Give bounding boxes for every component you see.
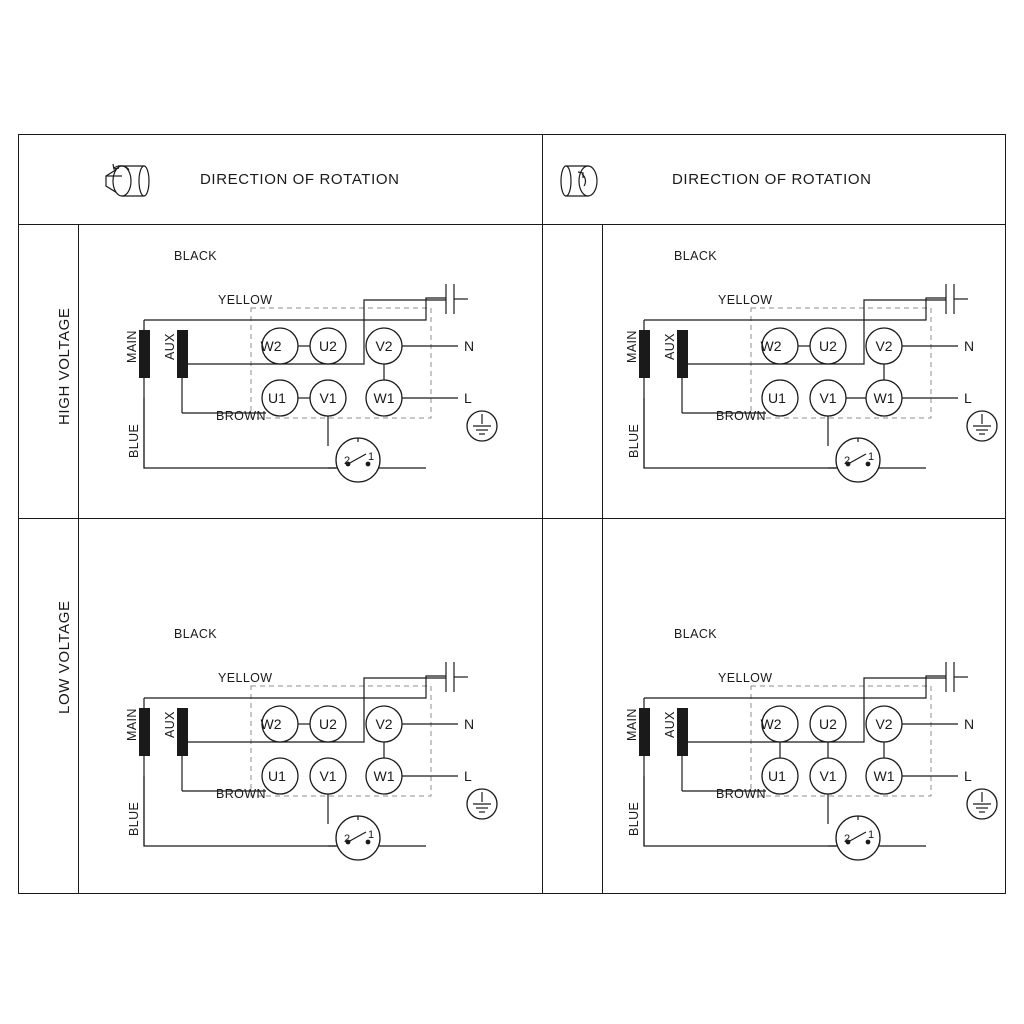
svg-text:1: 1: [368, 451, 375, 463]
svg-text:YELLOW: YELLOW: [718, 293, 773, 307]
svg-text:V1: V1: [319, 390, 337, 406]
svg-text:W1: W1: [373, 390, 395, 406]
svg-text:U2: U2: [819, 716, 837, 732]
svg-text:MAIN: MAIN: [125, 708, 139, 741]
earth-ground-icon: [467, 411, 497, 441]
svg-text:L: L: [464, 768, 472, 784]
motor-shaft-ccw-icon: [92, 152, 162, 213]
svg-text:BLUE: BLUE: [627, 423, 641, 458]
svg-text:N: N: [964, 338, 975, 354]
svg-text:W1: W1: [873, 768, 895, 784]
svg-text:U1: U1: [768, 390, 786, 406]
svg-text:U2: U2: [819, 338, 837, 354]
svg-text:V2: V2: [875, 716, 893, 732]
header-label-right: DIRECTION OF ROTATION: [672, 171, 872, 188]
svg-text:2: 2: [844, 455, 851, 467]
svg-text:BROWN: BROWN: [716, 787, 766, 801]
svg-text:AUX: AUX: [663, 711, 677, 738]
svg-text:BLACK: BLACK: [674, 249, 717, 263]
svg-text:YELLOW: YELLOW: [218, 671, 273, 685]
svg-text:N: N: [464, 716, 475, 732]
svg-text:MAIN: MAIN: [125, 330, 139, 363]
svg-text:BROWN: BROWN: [216, 409, 266, 423]
earth-ground-icon: [967, 789, 997, 819]
svg-text:V1: V1: [319, 768, 337, 784]
earth-ground-icon: [967, 411, 997, 441]
svg-text:BLACK: BLACK: [174, 249, 217, 263]
svg-text:BROWN: BROWN: [716, 409, 766, 423]
svg-text:AUX: AUX: [163, 333, 177, 360]
row-label-high-voltage: HIGH VOLTAGE: [56, 307, 73, 425]
svg-text:AUX: AUX: [163, 711, 177, 738]
earth-ground-icon: [467, 789, 497, 819]
svg-text:BLACK: BLACK: [174, 627, 217, 641]
svg-text:W1: W1: [873, 390, 895, 406]
svg-text:2: 2: [344, 833, 351, 845]
svg-text:U1: U1: [268, 390, 286, 406]
svg-text:U1: U1: [268, 768, 286, 784]
diagram-low-voltage-cw: [596, 616, 1016, 886]
svg-text:U2: U2: [319, 716, 337, 732]
svg-text:1: 1: [868, 451, 875, 463]
svg-text:N: N: [964, 716, 975, 732]
diagram-low-voltage-ccw: [96, 616, 516, 886]
svg-text:V1: V1: [819, 390, 837, 406]
table-row-divider: [18, 518, 1006, 519]
svg-text:W1: W1: [373, 768, 395, 784]
table-vertical-divider: [542, 134, 543, 894]
svg-text:W2: W2: [760, 716, 782, 732]
svg-text:AUX: AUX: [663, 333, 677, 360]
svg-text:L: L: [464, 390, 472, 406]
svg-text:BLACK: BLACK: [674, 627, 717, 641]
svg-text:W2: W2: [260, 716, 282, 732]
svg-text:W2: W2: [260, 338, 282, 354]
motor-shaft-cw-icon: [552, 152, 622, 213]
svg-text:YELLOW: YELLOW: [718, 671, 773, 685]
svg-text:L: L: [964, 768, 972, 784]
svg-text:V1: V1: [819, 768, 837, 784]
diagram-high-voltage-cw: [596, 238, 1016, 508]
svg-text:2: 2: [344, 455, 351, 467]
table-header-divider: [18, 224, 1006, 225]
header-label-left: DIRECTION OF ROTATION: [200, 171, 400, 188]
svg-text:BLUE: BLUE: [127, 801, 141, 836]
svg-text:L: L: [964, 390, 972, 406]
diagram-high-voltage-ccw: [96, 238, 516, 508]
row-label-low-voltage: LOW VOLTAGE: [56, 600, 73, 714]
svg-text:V2: V2: [875, 338, 893, 354]
svg-text:U1: U1: [768, 768, 786, 784]
svg-text:BLUE: BLUE: [127, 423, 141, 458]
row-label-divider-left: [78, 224, 79, 894]
svg-text:U2: U2: [319, 338, 337, 354]
svg-text:MAIN: MAIN: [625, 330, 639, 363]
svg-text:YELLOW: YELLOW: [218, 293, 273, 307]
svg-text:V2: V2: [375, 338, 393, 354]
svg-text:V2: V2: [375, 716, 393, 732]
svg-text:1: 1: [368, 829, 375, 841]
svg-text:MAIN: MAIN: [625, 708, 639, 741]
svg-text:1: 1: [868, 829, 875, 841]
svg-text:W2: W2: [760, 338, 782, 354]
svg-text:N: N: [464, 338, 475, 354]
svg-text:2: 2: [844, 833, 851, 845]
svg-text:BROWN: BROWN: [216, 787, 266, 801]
svg-text:BLUE: BLUE: [627, 801, 641, 836]
